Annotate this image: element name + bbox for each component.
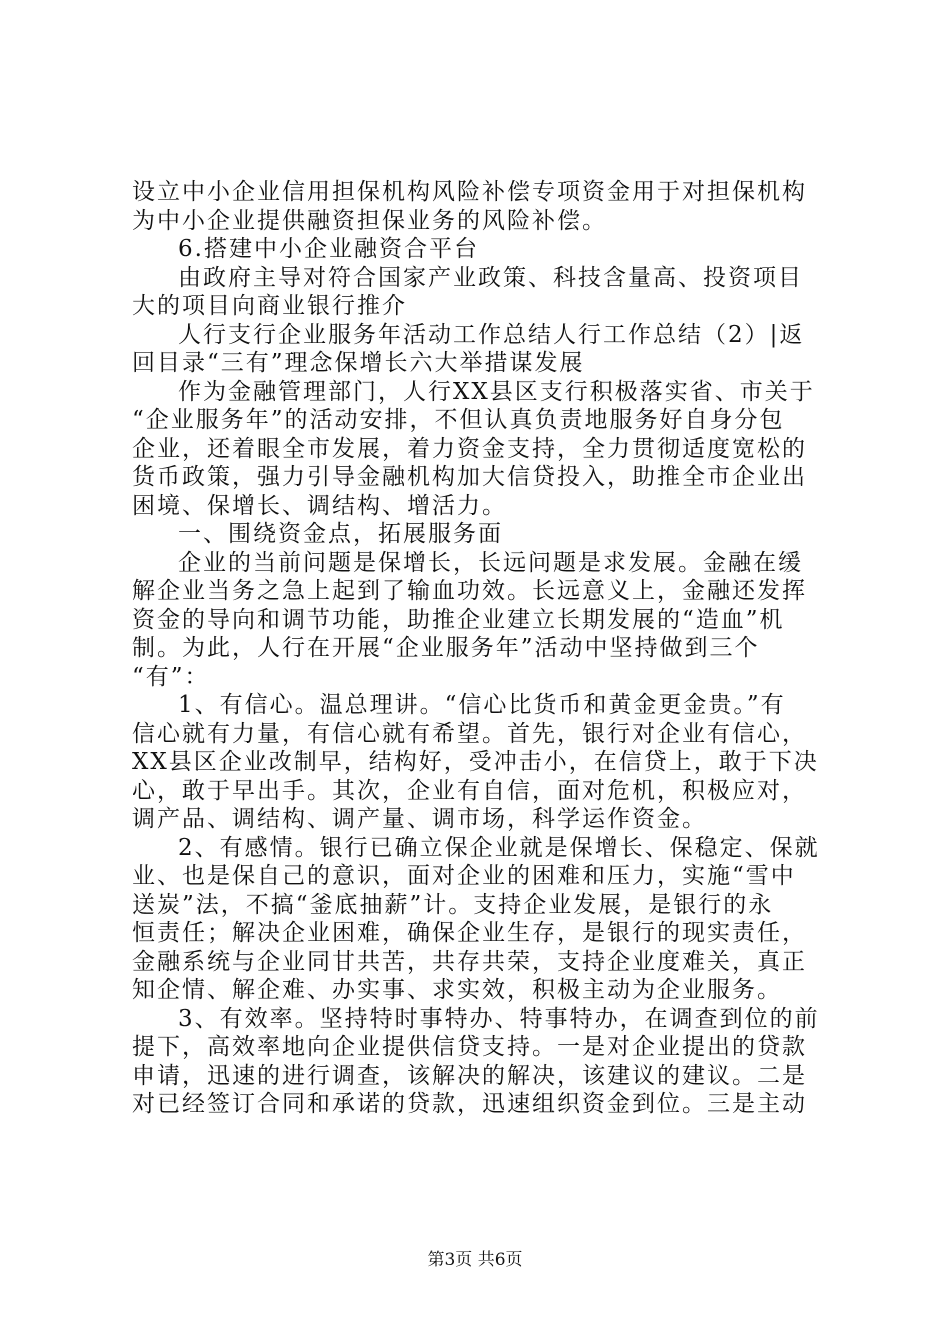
text-line: 企业的当前问题是保增长，长远问题是求发展。金融在缓	[178, 549, 803, 576]
text-line: 设立中小企业信用担保机构风险补偿专项资金用于对担保机构	[132, 179, 807, 205]
text-line: 大的项目向商业银行推介	[132, 293, 407, 319]
text-line: 知企情、解企难、办实事、求实效，积极主动为企业服务。	[132, 977, 782, 1003]
text-line: 货币政策，强力引导金融机构加大信贷投入，助推全市企业出	[132, 464, 807, 490]
text-line: 为中小企业提供融资担保业务的风险补偿。	[132, 207, 607, 234]
text-line: 申请，迅速的进行调查，该解决的解决，该建议的建议。二是	[132, 1062, 807, 1089]
body-text	[132, 178, 832, 1119]
text-line: “有”：	[132, 663, 210, 690]
page-number: 第3页 共6页	[427, 1250, 523, 1270]
text-line: 2、有感情。银行已确立保企业就是保增长、保稳定、保就	[178, 834, 820, 861]
text-line: 对已经签订合同和承诺的贷款，迅速组织资金到位。三是主动	[132, 1091, 807, 1117]
text-line: 业、也是保自己的意识，面对企业的困难和压力，实施“雪中	[132, 863, 796, 889]
text-line: 制。为此，人行在开展“企业服务年”活动中坚持做到三个	[132, 635, 760, 661]
text-line: 调产品、调结构、调产量、调市场，科学运作资金。	[132, 806, 707, 832]
text-line: 心，敢于早出手。其次，企业有自信，面对危机，积极应对，	[132, 777, 807, 804]
text-line: 企业，还着眼全市发展，着力资金支持，全力贯彻适度宽松的	[132, 435, 807, 462]
text-line: 解企业当务之急上起到了输血功效。长远意义上，金融还发挥	[132, 578, 807, 604]
text-line: 回目录“三有”理念保增长六大举措谋发展	[132, 350, 585, 376]
text-line: 作为金融管理部门，人行XX县区支行积极落实省、市关于	[178, 378, 815, 405]
text-line: 恒责任；解决企业困难，确保企业生存，是银行的现实责任，	[132, 920, 807, 946]
section-heading: 一、围绕资金点，拓展服务面	[178, 521, 503, 547]
text-line: 送炭”法，不搞“釜底抽薪”计。支持企业发展，是银行的永	[132, 891, 774, 918]
text-line: 由政府主导对符合国家产业政策、科技含量高、投资项目	[178, 264, 803, 291]
text-line: 提下，高效率地向企业提供信贷支持。一是对企业提出的贷款	[132, 1034, 807, 1060]
text-line: 人行支行企业服务年活动工作总结人行工作总结（2）|返	[178, 321, 805, 348]
text-line: 金融系统与企业同甘共苦，共存共荣，支持企业度难关，真正	[132, 948, 807, 975]
text-line: 资金的导向和调节功能，助推企业建立长期发展的“造血”机	[132, 606, 785, 633]
text-line: 信心就有力量，有信心就有希望。首先，银行对企业有信心，	[132, 720, 807, 747]
section-heading: 6.搭建中小企业融资合平台	[178, 236, 479, 262]
text-line: XX县区企业改制早，结构好，受冲击小，在信贷上，敢于下决	[132, 749, 819, 775]
text-line: 1、有信心。温总理讲。“信心比货币和黄金更金贵。”有	[178, 692, 786, 718]
text-line: “企业服务年”的活动安排，不但认真负责地服务好自身分包	[132, 407, 785, 433]
text-line: 困境、保增长、调结构、增活力。	[132, 492, 507, 519]
text-line: 3、有效率。坚持特时事特办、特事特办，在调查到位的前	[178, 1005, 820, 1032]
